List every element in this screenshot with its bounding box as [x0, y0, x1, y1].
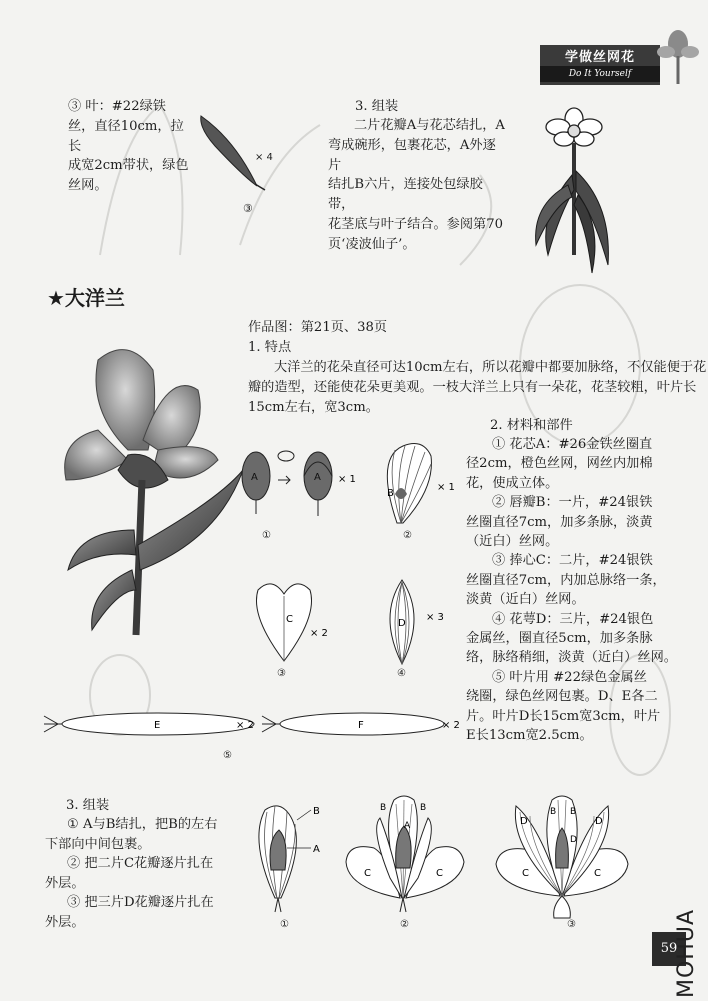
text-line: 结扎B六片，连接处包绿胶带，: [328, 177, 483, 213]
text-line: 丝，直径10cm，拉长: [68, 118, 184, 154]
assembly-step-2-diagram: [340, 788, 475, 918]
assembly-text: [45, 815, 250, 933]
text-line: 外层。: [45, 875, 85, 891]
label-f: F: [358, 720, 364, 731]
text-line: 下部向中间包裹。: [45, 836, 151, 852]
label-b: B: [570, 807, 577, 817]
text-line: ③ 叶：#22绿铁: [68, 99, 166, 114]
text-line: 二片花瓣A与花芯结扎，A: [354, 118, 505, 133]
text-line: ⑤ 叶片用 #22绿色金属丝: [492, 669, 647, 685]
materials-text: [466, 435, 677, 746]
label-c: C: [364, 868, 371, 879]
materials-title: 2. 材料和部件: [490, 418, 573, 433]
text-line: ② 唇瓣B：一片，#24银铁: [492, 495, 653, 511]
label-d: D: [398, 618, 406, 629]
top-assembly-text: [328, 116, 506, 255]
assembly-number-1: ①: [280, 919, 289, 930]
diagram-number-4: ④: [397, 668, 406, 679]
works-reference: 作品图：第21页、38页: [248, 320, 388, 335]
text-line: 丝网。: [68, 178, 108, 194]
part-a-diagram: [238, 438, 363, 528]
diagram-number-2: ②: [403, 530, 412, 541]
label-d: D: [595, 816, 603, 827]
label-c: C: [594, 868, 601, 879]
label-c: C: [286, 614, 293, 625]
leaf-number: ③: [243, 202, 253, 215]
part-b-diagram: [375, 438, 467, 533]
label-c: C: [436, 868, 443, 879]
text-line: 15cm左右，宽3cm。: [248, 399, 379, 415]
text-line: 花，使成立体。: [466, 475, 559, 491]
text-line: ③ 把三片D花瓣逐片扎在: [67, 895, 214, 911]
text-line: 络，脉络稍细，淡黄（近白）丝网。: [466, 650, 677, 666]
diagram-number-3: ③: [277, 668, 286, 679]
text-line: 淡黄（近白）丝网。: [466, 592, 585, 608]
label-a: A: [404, 821, 411, 831]
label-x1: × 1: [437, 482, 455, 493]
text-line: 大洋兰的花朵直径可达10cm左右，所以花瓣中都要加脉络，不仅能便于花: [274, 360, 707, 375]
label-x1: × 1: [338, 474, 356, 485]
label-e: E: [154, 720, 161, 731]
narcissus-illustration: [528, 105, 620, 275]
text-line: ① A与B结扎，把B的左右: [67, 817, 218, 832]
label-d: D: [520, 816, 528, 827]
label-b: B: [380, 803, 387, 813]
assembly-number-3: ③: [567, 919, 576, 930]
assembly-number-2: ②: [400, 919, 409, 930]
diagram-number-1: ①: [262, 530, 271, 541]
header-banner: [540, 45, 660, 85]
label-x2: × 2: [442, 720, 460, 731]
label-a: A: [313, 844, 320, 855]
text-line: ④ 花萼D：三片，#24银色: [492, 611, 654, 627]
text-line: 页‘凌波仙子’。: [328, 236, 416, 252]
text-line: ① 花芯A：#26金铁丝圈直: [492, 437, 653, 452]
part-d-diagram: [380, 576, 460, 671]
text-line: 弯成碗形，包裹花芯，A外逐片: [328, 137, 496, 173]
text-line: 外层。: [45, 914, 85, 930]
part-c-diagram: [250, 576, 350, 671]
assembly-step-1-diagram: [245, 800, 335, 918]
leaf-item-text: [68, 97, 190, 196]
label-a: A: [251, 472, 258, 483]
top-assembly-title: 3. 组装: [355, 99, 399, 114]
leaf-count: × 4: [255, 152, 273, 163]
label-x3: × 3: [426, 612, 444, 623]
label-b: B: [387, 488, 394, 499]
header-title: 学做丝网花: [564, 50, 635, 65]
leaf-diagram: [195, 110, 275, 218]
label-x2: × 2: [236, 720, 254, 731]
text-line: 绕圈，绿色丝网包裹。D、E各二: [466, 689, 658, 705]
text-line: 瓣的造型，还能使花朵更美观。一枝大洋兰上只有一朵花，花茎较粗，叶片长: [248, 379, 697, 395]
feature-title: 1. 特点: [248, 340, 292, 355]
text-line: 花茎底与叶子结合。参阅第70: [328, 216, 504, 232]
text-line: ③ 捧心C：二片，#24银铁: [492, 553, 653, 569]
text-line: 金属丝，圈直径5cm，加多条脉: [466, 631, 653, 647]
section-title: ★大洋兰: [47, 286, 125, 310]
label-b: B: [313, 806, 320, 817]
label-x2: × 2: [310, 628, 328, 639]
label-c: C: [522, 868, 529, 879]
page-number: 59: [652, 932, 686, 966]
orchid-illustration: [58, 330, 248, 640]
text-line: 丝圈直径7cm，内加总脉络一条，: [466, 572, 666, 588]
leaf-ef-diagram: [40, 706, 470, 746]
label-b: B: [420, 803, 427, 813]
label-b: B: [550, 807, 557, 817]
header-flower-icon: [652, 26, 704, 86]
watermark-text: MOHUA: [674, 909, 699, 998]
text-line: E长13cm宽2.5cm。: [466, 728, 593, 744]
text-line: 丝圈直径7cm，加多条脉，淡黄: [466, 514, 653, 530]
assembly-step-3-diagram: [490, 786, 635, 921]
text-line: 成宽2cm带状，绿色: [68, 158, 189, 174]
text-line: 片。叶片D长15cm宽3cm，叶片: [466, 708, 661, 724]
feature-text: [248, 358, 707, 417]
text-line: ② 把二片C花瓣逐片扎在: [67, 856, 214, 872]
header-subtitle: Do It Yourself: [540, 66, 660, 82]
label-a: A: [314, 472, 321, 483]
diagram-number-5: ⑤: [223, 750, 232, 761]
label-d: D: [570, 835, 577, 845]
text-line: 径2cm，橙色丝网，网丝内加棉: [466, 456, 653, 472]
text-line: （近白）丝网。: [466, 534, 559, 550]
assembly-title: 3. 组装: [66, 798, 110, 813]
watermark: [672, 880, 699, 1001]
